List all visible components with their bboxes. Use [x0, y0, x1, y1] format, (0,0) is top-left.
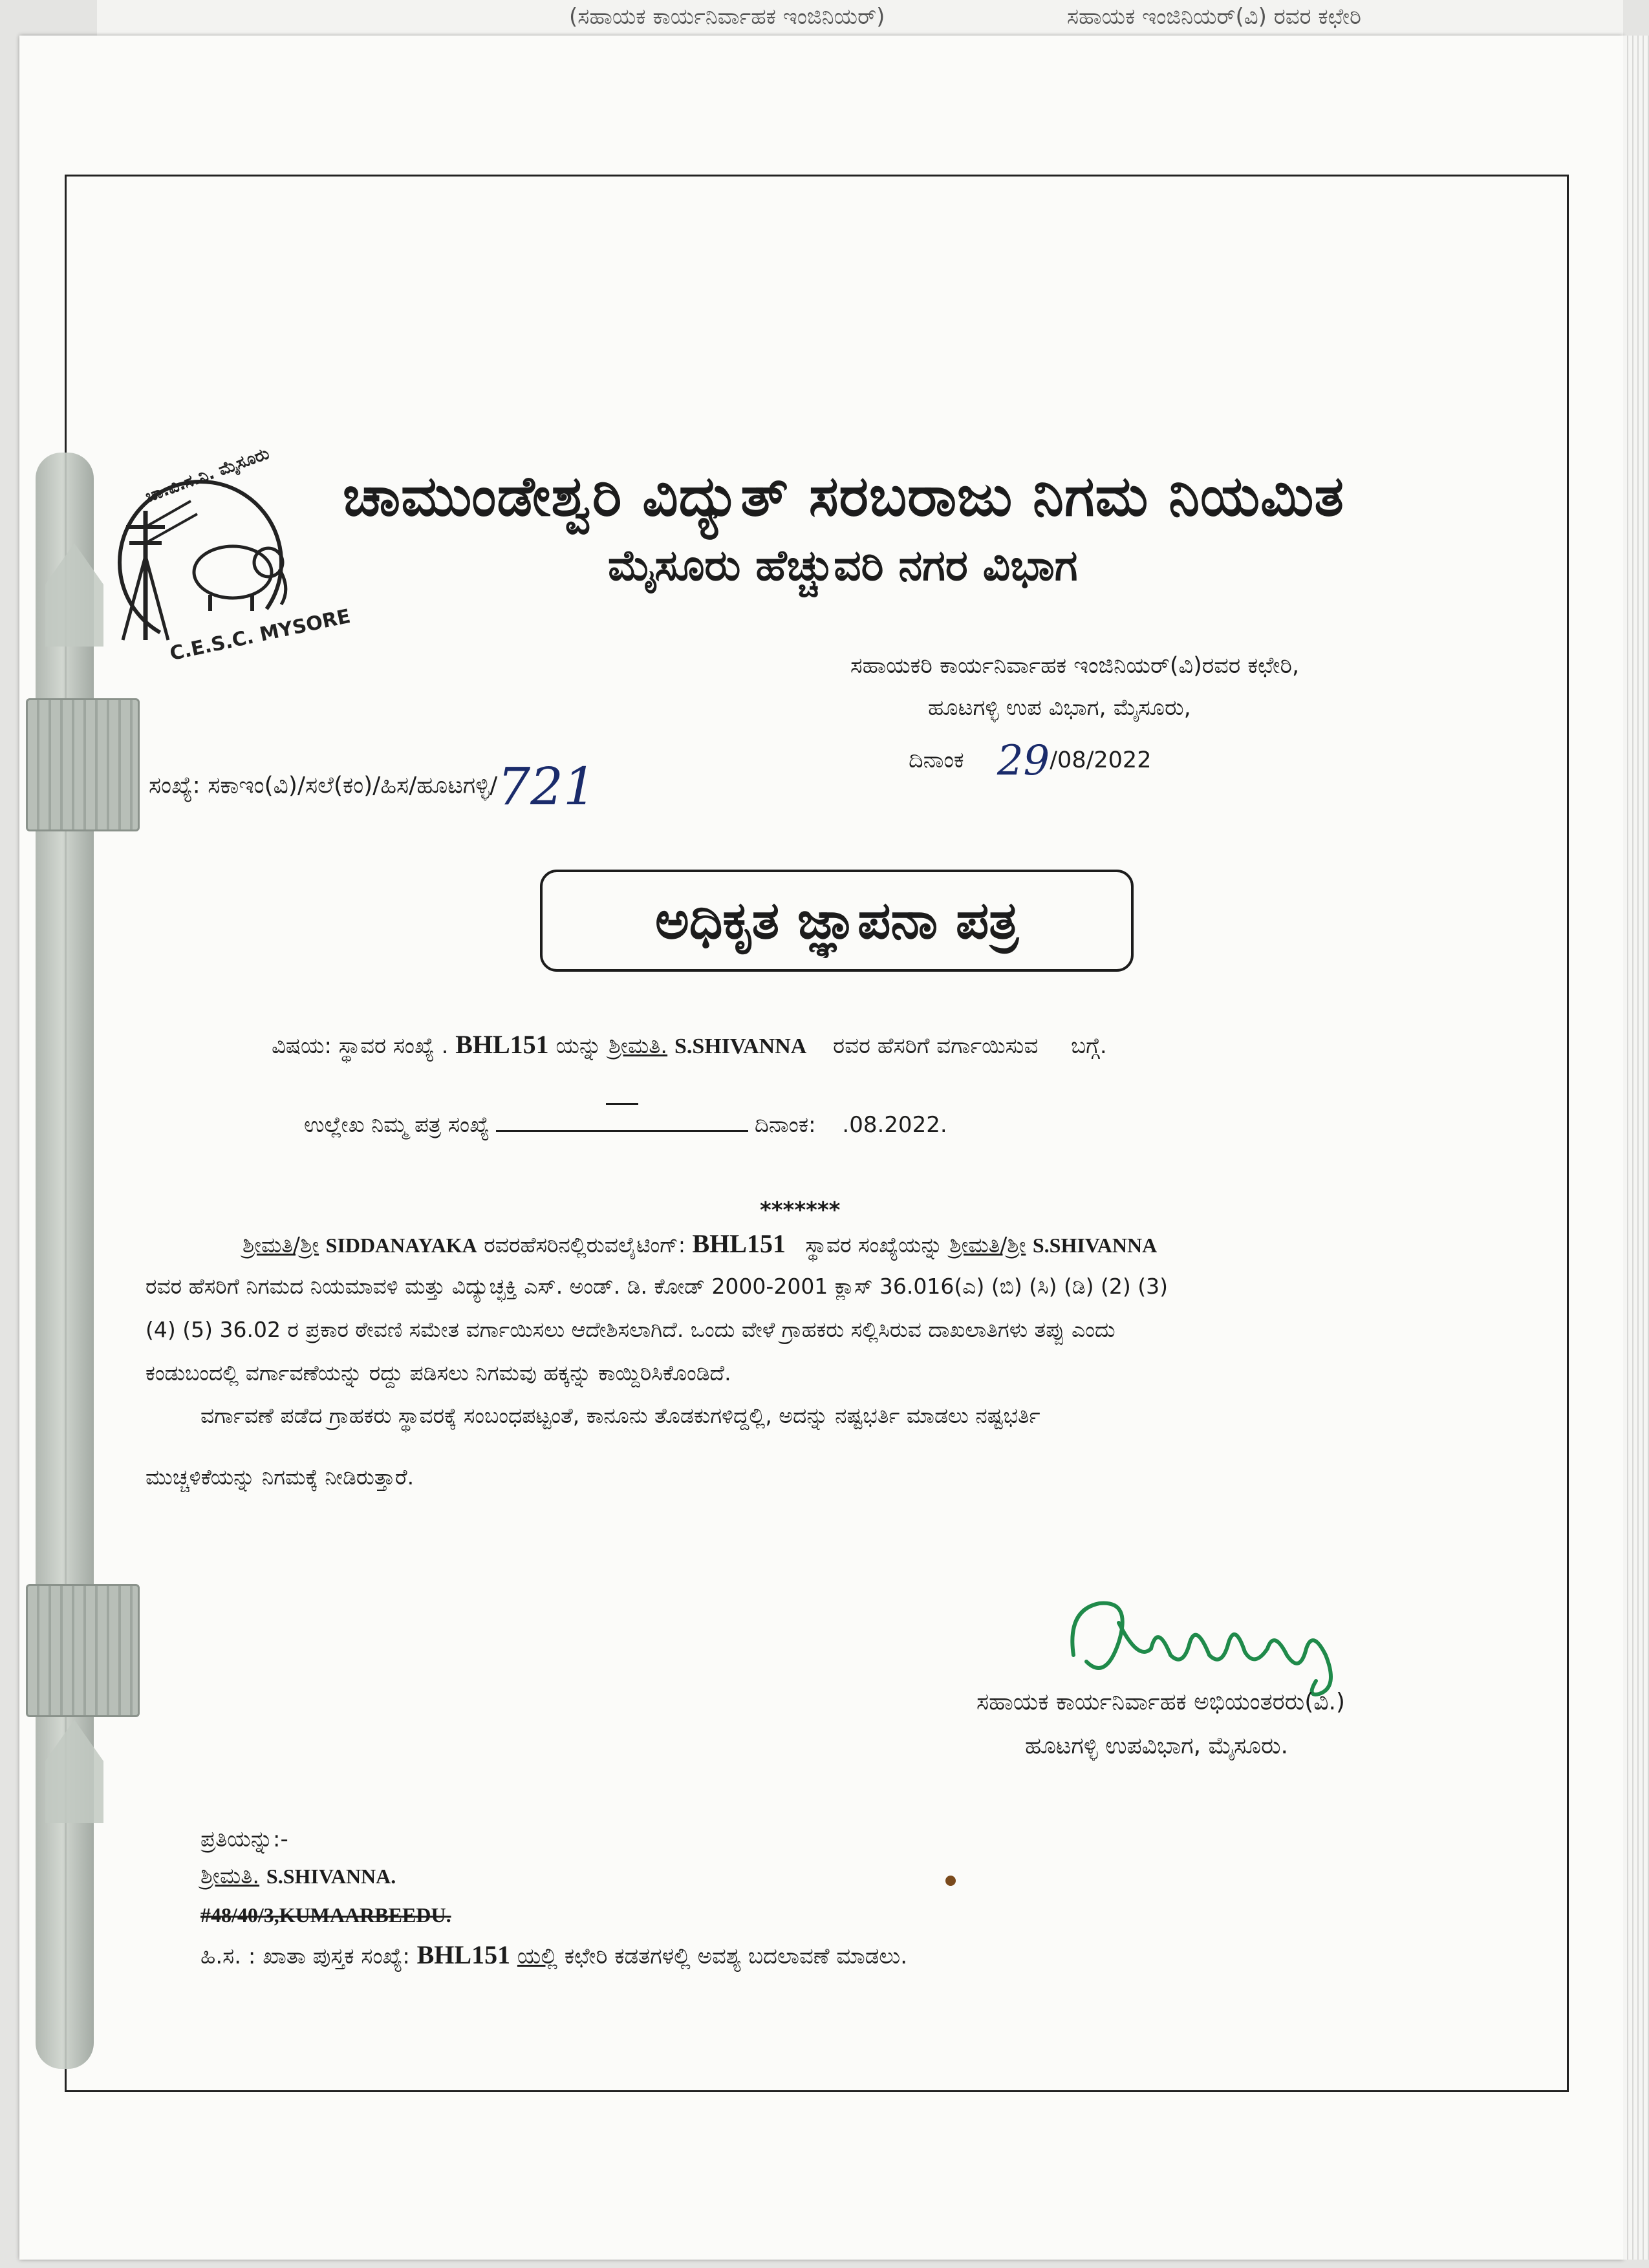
copy-note-prefix: ಹಿ.ಸ. : ಖಾತಾ ಪುಸ್ತಕ ಸಂಖ್ಯೆ: [200, 1943, 410, 1969]
body-mid: ರವರಹೆಸರಿನಲ್ಲಿರುವಲೈಟಿಂಗ್: [484, 1232, 685, 1257]
copy-to-recipient [200, 1863, 396, 1889]
body-to-name: S.SHIVANNA [1032, 1234, 1158, 1257]
letter-ref-date-value: .08.2022. [842, 1112, 947, 1138]
organization-name: ಚಾಮುಂಡೇಶ್ವರಿ ವಿದ್ಯುತ್ ಸರಬರಾಜು ನಿಗಮ ನಿಯಮಿತ [343, 464, 1344, 529]
copy-to-note [200, 1940, 907, 1970]
logo-bottom-text: C.E.S.C. MYSORE [167, 604, 352, 666]
binder-clip-bottom [26, 1584, 140, 1717]
signatory-office: ಹೂಟಗಳ್ಳಿ ಉಪವಿಭಾಗ, ಮೈಸೂರು. [1025, 1733, 1288, 1759]
logo-arc-text: ಚಾ.ವಿ.ಸ.ನಿ. ಮೈಸೂರು [142, 444, 272, 507]
subject-end: ಬಗ್ಗೆ. [1071, 1033, 1107, 1059]
reference-number [149, 756, 596, 817]
letter-ref-prefix: ಉಲ್ಲೇಖ ನಿಮ್ಮ ಪತ್ರ ಸಂಖ್ಯೆ [304, 1112, 490, 1138]
body-title-2: ಶ್ರೀಮತಿ/ಶ್ರೀ [949, 1232, 1026, 1257]
copy-to-address-text: #48/40/3,KUMAARBEEDU. [200, 1903, 451, 1927]
body-title: ಶ್ರೀಮತಿ/ಶ್ರೀ [242, 1232, 319, 1257]
ink-stain [945, 1876, 956, 1886]
subject-suffix: ರವರ ಹೆಸರಿಗೆ ವರ್ಗಾಯಿಸುವ [833, 1033, 1039, 1059]
copy-note-mid: ಯಲ್ಲಿ [517, 1943, 558, 1969]
letter-ref-date-label: ದಿನಾಂಕ: [754, 1112, 816, 1138]
body-line-1 [242, 1228, 1157, 1259]
body-line-4: ಕಂಡುಬಂದಲ್ಲಿ ವರ್ಗಾವಣೆಯನ್ನು ರದ್ದು ಪಡಿಸಲು ನಿಗಮವು ಹಕ್ಕನ್ನು ಕಾಯ್ದಿರಿಸಿಕೊಂಡಿದೆ. [146, 1360, 731, 1385]
body-mid-2: ಸ್ಥಾವರ ಸಂಖ್ಯೆಯನ್ನು [805, 1232, 943, 1257]
underlying-page-text-right: ಸಹಾಯಕ ಇಂಜಿನಿಯರ್(ವಿ) ರವರ ಕಛೇರಿ [1067, 4, 1361, 30]
body-line-6: ಮುಚ್ಚಳಿಕೆಯನ್ನು ನಿಗಮಕ್ಕೆ ನೀಡಿರುತ್ತಾರೆ. [146, 1464, 415, 1490]
body-line-3: (4) (5) 36.02 ರ ಪ್ರಕಾರ ಠೇವಣಿ ಸಮೇತ ವರ್ಗಾಯಿಸಲು ಆದೇಶಿಸಲಾಗಿದೆ. ಒಂದು ವೇಳೆ ಗ್ರಾಹಕರು ಸಲ್ಲಿಸಿರುವ ದಾಖಲಾತಿಗಳು ತಪ್ಪು ಎಂದು [146, 1317, 1116, 1342]
body-from-name: SIDDANAYAKA [325, 1234, 477, 1257]
signature [1061, 1584, 1371, 1700]
copy-to-title: ಶ್ರೀಮತಿ. [200, 1863, 260, 1889]
page-stack-edge [1623, 36, 1649, 2260]
reference-label: ಸಂಖ್ಯೆ: ಸಕಾಇಂ(ವಿ)/ಸಲೆ(ಕಂ)/ಹಿಸ/ಹೂಟಗಳ್ಳಿ/ [149, 772, 498, 799]
subject-title-word: ಶ್ರೀಮತಿ. [609, 1033, 668, 1059]
division-name: ಮೈಸೂರು ಹೆಚ್ಚುವರಿ ನಗರ ವಿಭಾಗ [608, 540, 1078, 590]
copy-to-label: ಪ್ರತಿಯನ್ನು:- [200, 1826, 288, 1852]
copy-to-name: S.SHIVANNA. [266, 1865, 396, 1888]
cesc-logo [103, 444, 352, 666]
subject-line [272, 1029, 1107, 1060]
copy-note-suffix: ಕಛೇರಿ ಕಡತಗಳಲ್ಲಿ ಅವಶ್ಯ ಬದಲಾವಣೆ ಮಾಡಲು. [564, 1943, 908, 1969]
subject-prefix: ವಿಷಯ: ಸ್ಥಾವರ ಸಂಖ್ಯೆ . [272, 1033, 449, 1059]
copy-to-address [200, 1902, 451, 1928]
letter-date [909, 737, 1151, 785]
copy-note-installation-no: BHL151 [416, 1940, 511, 1969]
subject-name: S.SHIVANNA [674, 1034, 807, 1058]
body-installation-no: BHL151 [692, 1229, 786, 1258]
date-handwritten-day: 29 [997, 737, 1050, 785]
date-label: ದಿನಾಂಕ [909, 747, 964, 773]
letter-ref-blank [496, 1126, 748, 1132]
letter-reference-line [304, 1112, 947, 1138]
body-line-2: ರವರ ಹೆಸರಿಗೆ ನಿಗಮದ ನಿಯಮಾವಳಿ ಮತ್ತು ವಿದ್ಯುಚ್ಛಕ್ತಿ ಎಸ್. ಅಂಡ್. ಡಿ. ಕೋಡ್ 2000-2001 ಕ್ಲಾಸ್ 36.016(ಎ) (ಬಿ) (ಸಿ) (ಡಿ) (2) (3) [146, 1274, 1169, 1299]
office-address-line2: ಹೂಟಗಳ್ಳಿ ಉಪ ವಿಭಾಗ, ಮೈಸೂರು, [928, 695, 1191, 721]
office-address-line1: ಸಹಾಯಕರಿ ಕಾರ್ಯನಿರ್ವಾಹಕ ಇಂಜಿನಿಯರ್(ವಿ)ರವರ ಕಛೇರಿ, [850, 653, 1300, 679]
file-binder-strip [36, 453, 94, 2069]
subject-installation-no: BHL151 [455, 1030, 549, 1059]
signatory-designation: ಸಹಾಯಕ ಕಾರ್ಯನಿರ್ವಾಹಕ ಅಭಿಯಂತರರು(ವಿ.) [976, 1689, 1345, 1715]
binder-clip-top [26, 698, 140, 831]
subject-mid: ಯನ್ನು [555, 1033, 602, 1059]
document-title: ಅಧಿಕೃತ ಜ್ಞಾಪನಾ ಪತ್ರ [540, 870, 1134, 972]
underlying-page-text-left: (ಸಹಾಯಕ ಕಾರ್ಯನಿರ್ವಾಹಕ ಇಂಜಿನಿಯರ್) [569, 4, 885, 30]
separator: ******* [760, 1197, 841, 1223]
reference-handwritten-number: 721 [497, 756, 596, 817]
body-line-5: ವರ್ಗಾವಣೆ ಪಡೆದ ಗ್ರಾಹಕರು ಸ್ಥಾವರಕ್ಕೆ ಸಂಬಂಧಪಟ್ಟಂತೆ, ಕಾನೂನು ತೊಡಕುಗಳಿದ್ದಲ್ಲಿ, ಅದನ್ನು ನಷ್ಟಭರ್ತಿ ಮಾಡಲು ನಷ್ಟಭರ್ತಿ [200, 1403, 1040, 1428]
date-rest: /08/2022 [1050, 747, 1152, 773]
